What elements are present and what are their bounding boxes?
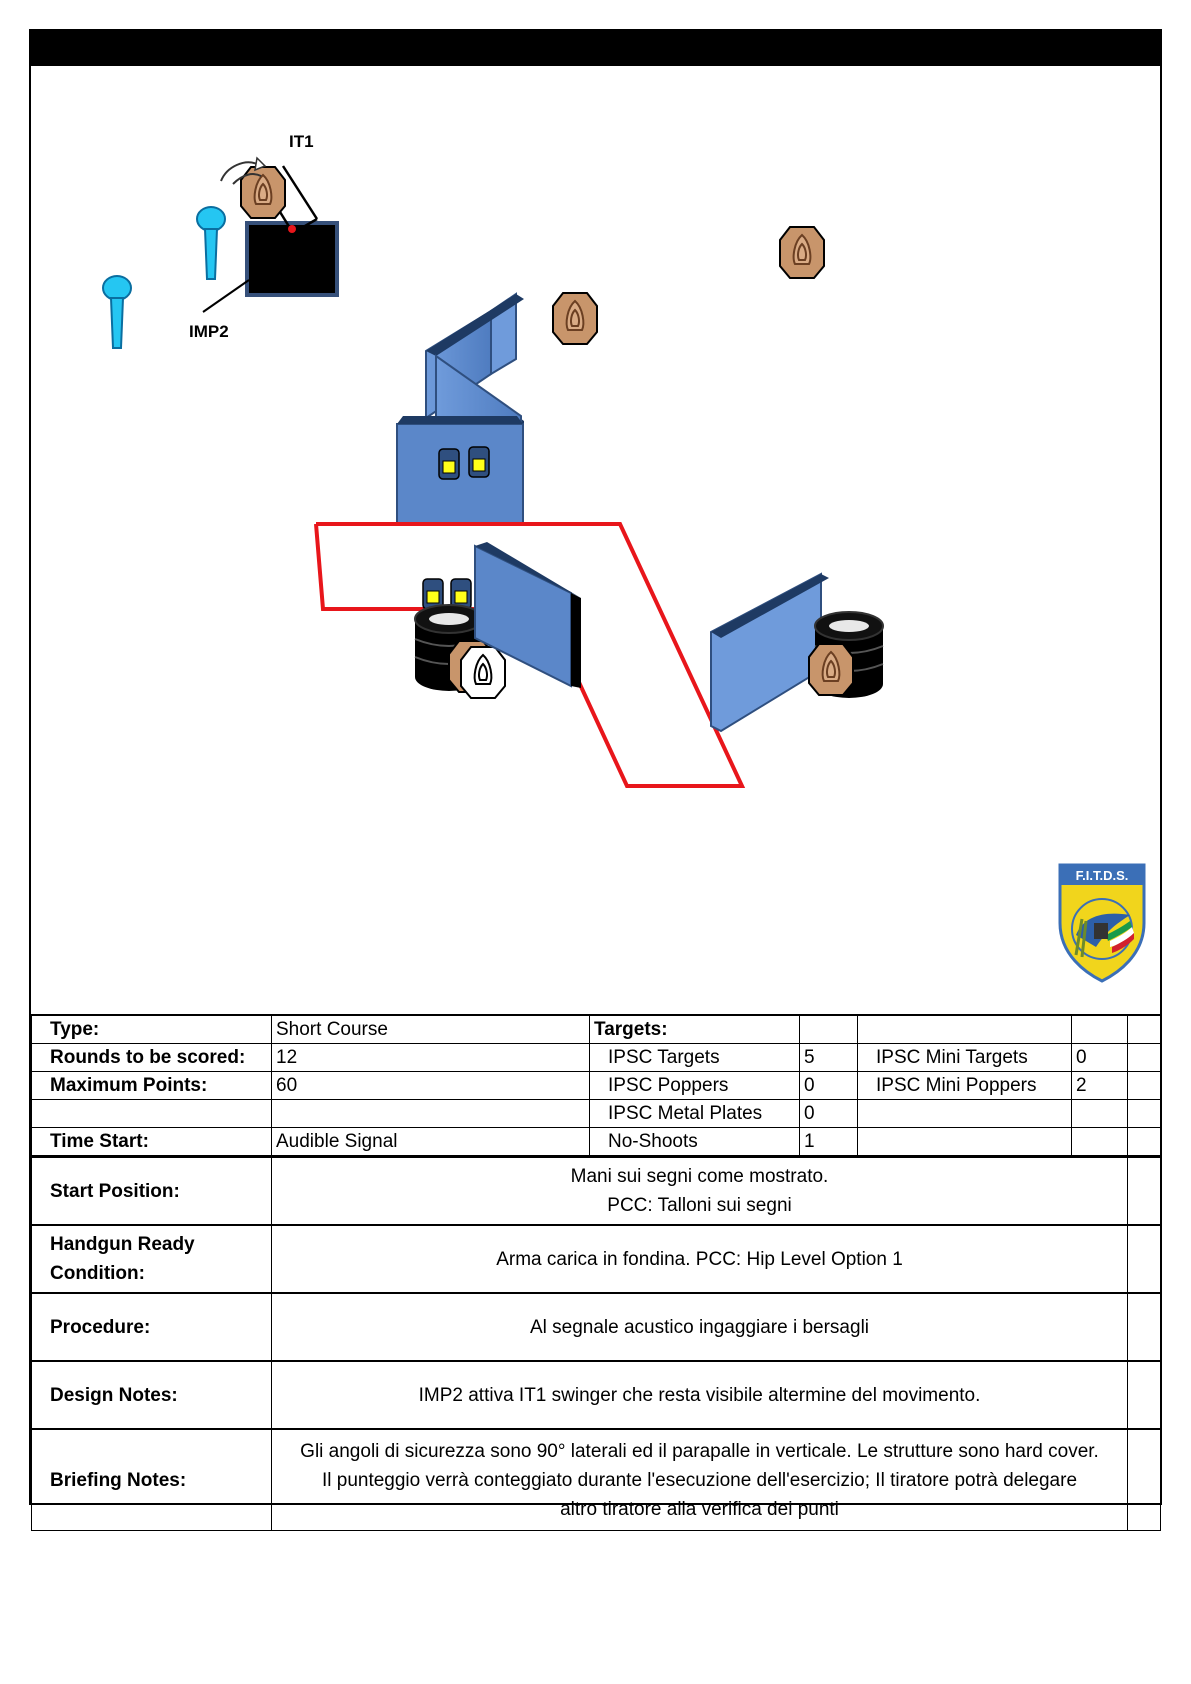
ready-condition-label: Handgun Ready Condition:: [32, 1225, 272, 1293]
stage-diagram: [31, 66, 1160, 1016]
no-shoots-label: No-Shoots: [590, 1128, 800, 1156]
briefing-notes-value: [272, 1429, 1128, 1531]
points-value: 60: [272, 1072, 590, 1100]
type-value: Short Course: [272, 1015, 590, 1044]
row-procedure: [32, 1293, 1161, 1361]
activator-imp2-far: [103, 276, 131, 348]
mini-targets-value: 0: [1072, 1044, 1128, 1072]
briefing-line-2: Il punteggio verrà conteggiato durante l'esecuzione dell'esercizio; Il tiratore potrà delegare: [321, 1469, 1078, 1491]
row-type: [32, 1015, 1161, 1044]
row-time: [32, 1128, 1161, 1156]
points-label: Maximum Points:: [32, 1072, 272, 1100]
mini-poppers-label: IPSC Mini Poppers: [858, 1072, 1072, 1100]
ipsc-poppers-label: IPSC Poppers: [590, 1072, 800, 1100]
briefing-line-3: altro tiratore alla verifica dei punti: [560, 1498, 839, 1520]
mini-targets-label: IPSC Mini Targets: [858, 1044, 1072, 1072]
fitds-logo: [1056, 863, 1148, 983]
no-shoot-target: [461, 647, 505, 698]
briefing-line-1: Gli angoli di sicurezza sono 90° laterali ed il parapalle in verticale. Le strutture sono hard cover.: [300, 1440, 1099, 1462]
details-table: [31, 1156, 1161, 1531]
rounds-value: 12: [272, 1044, 590, 1072]
briefing-notes-label: Briefing Notes:: [32, 1429, 272, 1531]
row-design-notes: [32, 1361, 1161, 1429]
row-rounds: [32, 1044, 1161, 1072]
type-label: Type:: [32, 1015, 272, 1044]
target-ipsc-far-right: [780, 227, 824, 278]
ipsc-poppers-value: 0: [800, 1072, 858, 1100]
time-start-label: Time Start:: [32, 1128, 272, 1156]
ready-condition-value: Arma carica in fondina. PCC: Hip Level Option 1: [272, 1225, 1128, 1293]
row-briefing-notes: [32, 1429, 1161, 1531]
procedure-value: Al segnale acustico ingaggiare i bersagli: [272, 1293, 1128, 1361]
ipsc-targets-label: IPSC Targets: [590, 1044, 800, 1072]
metal-plates-label: IPSC Metal Plates: [590, 1100, 800, 1128]
ipsc-targets-value: 5: [800, 1044, 858, 1072]
stage-diagram-drawing: [31, 66, 1160, 1016]
row-start-position: [32, 1157, 1161, 1225]
metal-plates-value: 0: [800, 1100, 858, 1128]
design-notes-value: IMP2 attiva IT1 swinger che resta visibile altermine del movimento.: [272, 1361, 1128, 1429]
time-start-value: Audible Signal: [272, 1128, 590, 1156]
no-shoots-value: 1: [800, 1128, 858, 1156]
start-position-line-2: PCC: Talloni sui segni: [607, 1195, 792, 1216]
design-notes-label: Design Notes:: [32, 1361, 272, 1429]
row-points: [32, 1072, 1161, 1100]
activator-imp2-near: [197, 207, 225, 279]
targets-label: Targets:: [590, 1015, 800, 1044]
label-imp2: IMP2: [189, 322, 229, 341]
rounds-label: Rounds to be scored:: [32, 1044, 272, 1072]
start-position-line-1: Mani sui segni come mostrato.: [570, 1166, 829, 1187]
logo-title: F.I.T.D.S.: [1075, 868, 1129, 883]
start-position-label: Start Position:: [32, 1157, 272, 1225]
row-ready-condition: [32, 1225, 1161, 1293]
start-position-value: [272, 1157, 1128, 1225]
label-it1: IT1: [289, 132, 314, 151]
summary-table: [31, 1014, 1161, 1156]
stage-info: [31, 1014, 1160, 1531]
header-bar: [31, 31, 1160, 66]
target-ipsc-center: [553, 293, 597, 344]
row-metal: [32, 1100, 1161, 1128]
target-ipsc-tires-right: [809, 644, 853, 695]
wall-structure-upper: [397, 294, 524, 524]
stage-sheet: [29, 29, 1162, 1520]
procedure-label: Procedure:: [32, 1293, 272, 1361]
mini-poppers-value: 2: [1072, 1072, 1128, 1100]
